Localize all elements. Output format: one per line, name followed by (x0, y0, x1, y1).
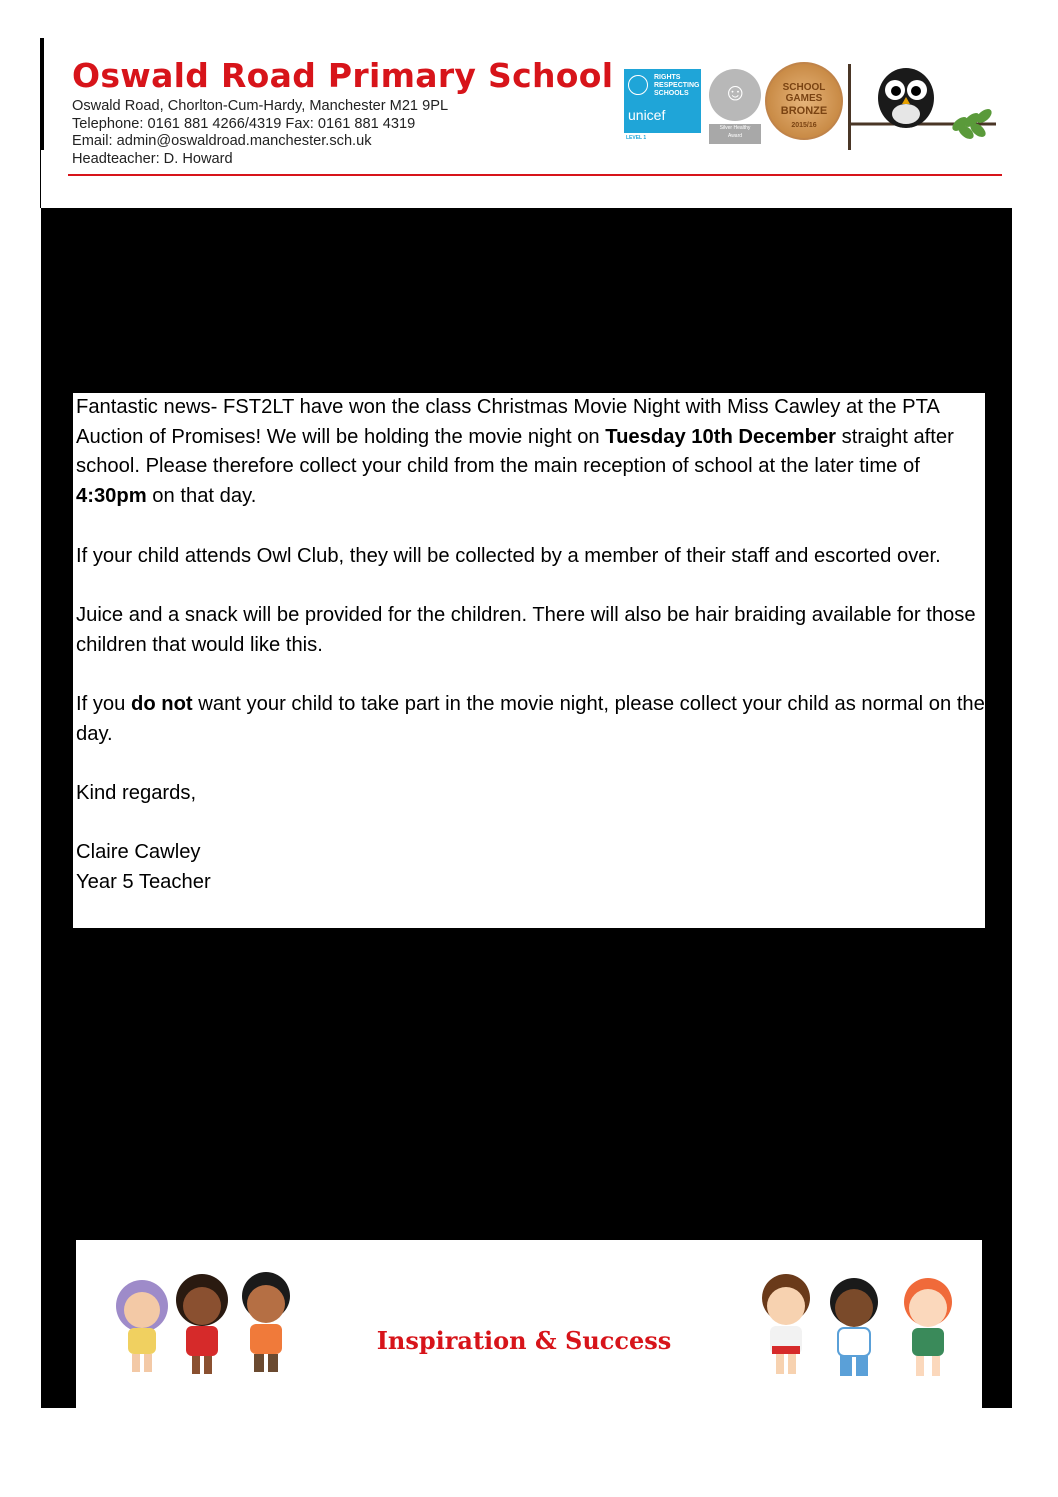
owl-on-branch-logo (848, 62, 1004, 154)
sportsmark-caption: Silver Healthy Award (709, 124, 761, 144)
signature-role: Year 5 Teacher (76, 871, 211, 894)
rrs-level: LEVEL 1 (626, 135, 647, 141)
school-name: Oswald Road Primary School (72, 56, 614, 95)
header-divider (68, 174, 1002, 176)
letter-body (73, 393, 985, 928)
family-icon: ☺ (723, 79, 748, 106)
paragraph-opt-out: If you do not want your child to take part in the movie night, please collect your child as normal on the day. (76, 692, 985, 745)
footer-banner (76, 1240, 982, 1408)
signature-name: Claire Cawley (76, 841, 201, 864)
globe-icon (628, 75, 648, 95)
school-email: Email: admin@oswaldroad.manchester.sch.uk (72, 133, 372, 150)
school-games-bronze-badge: SCHOOL GAMES BRONZE 2015/16 (765, 62, 843, 140)
paragraph-owl-club: If your child attends Owl Club, they will be collected by a member of their staff and escorted over. (76, 544, 941, 567)
school-telephone: Telephone: 0161 881 4266/4319 Fax: 0161 881 4319 (72, 115, 416, 132)
children-illustration-left (98, 1264, 318, 1382)
unicef-logo: unicef (628, 107, 666, 123)
school-motto: Inspiration & Success (376, 1326, 672, 1355)
headteacher: Headteacher: D. Howard (72, 150, 233, 167)
rrs-badge-text: RIGHTS RESPECTING SCHOOLS (654, 74, 700, 97)
contact-details (72, 98, 448, 168)
closing: Kind regards, (76, 782, 197, 805)
children-illustration-right (746, 1266, 976, 1386)
paragraph-movie-night: Fantastic news- FST2LT have won the class Christmas Movie Night with Miss Cawley at the PTA Auction of Promises! We will be holding the movie night on Tuesday 10th December straight after school. Please therefore collect your child from the main reception of school at the later time of 4:30pm on that day. (76, 396, 954, 508)
paragraph-snack: Juice and a snack will be provided for the children. There will also be hair braiding available for those children that would like this. (76, 603, 976, 656)
sportsmark-badge (709, 69, 761, 121)
left-border-rule-thin (40, 150, 41, 208)
left-border-rule (40, 38, 44, 150)
school-address: Oswald Road, Chorlton-Cum-Hardy, Manchester M21 9PL (72, 98, 449, 114)
rights-respecting-schools-badge (624, 69, 701, 141)
